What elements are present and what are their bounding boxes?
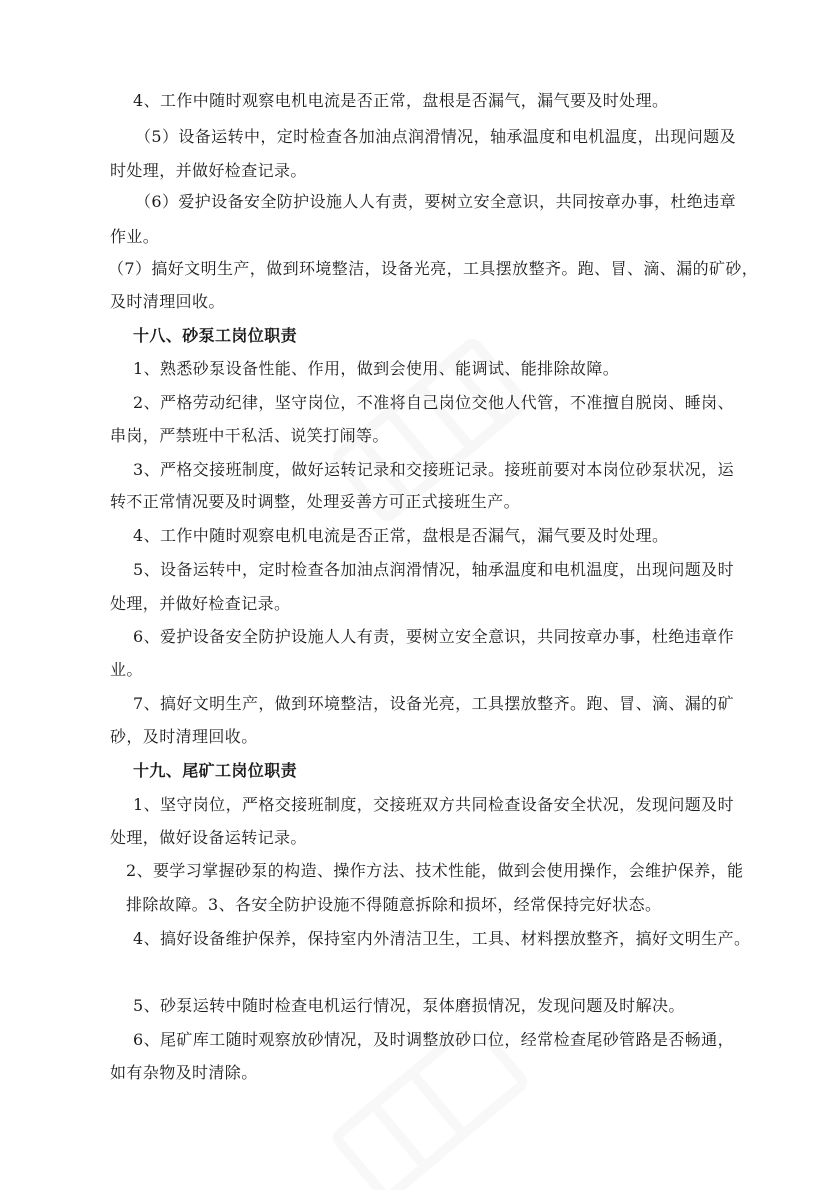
text-line-2: （5）设备运转中，定时检查各加油点润滑情况，轴承温度和电机温度，出现问题及 — [135, 127, 736, 146]
text-line-18: 业。 — [110, 660, 143, 679]
text-line-27: 5、砂泵运转中随时检查电机运行情况，泵体磨损情况，发现问题及时解决。 — [133, 996, 685, 1015]
text-line-10: 2、严格劳动纪律，坚守岗位，不准将自己岗位交他人代管，不准擅自脱岗、睡岗、 — [133, 393, 734, 412]
text-line-23: 处理，做好设备运转记录。 — [110, 828, 307, 847]
section-heading-19: 十九、尾矿工岗位职责 — [133, 761, 298, 780]
text-line-17: 6、爱护设备安全防护设施人人有责，要树立安全意识，共同按章办事，杜绝违章作 — [133, 627, 734, 646]
text-line-13: 转不正常情况要及时调整，处理妥善方可正式接班生产。 — [110, 492, 521, 511]
text-line-16: 处理，并做好检查记录。 — [110, 594, 291, 613]
text-line-19: 7、搞好文明生产，做到环境整洁，设备光亮，工具摆放整齐。跑、冒、滴、漏的矿 — [133, 694, 734, 713]
text-line-9: 1、熟悉砂泵设备性能、作用，做到会使用、能调试、能排除故障。 — [133, 359, 620, 378]
text-line-14: 4、工作中随时观察电机电流是否正常，盘根是否漏气，漏气要及时处理。 — [133, 526, 669, 545]
text-line-29: 如有杂物及时清除。 — [110, 1063, 258, 1082]
text-line-3: 时处理，并做好检查记录。 — [110, 161, 307, 180]
section-heading-18: 十八、砂泵工岗位职责 — [133, 326, 298, 345]
text-line-15: 5、设备运转中，定时检查各加油点润滑情况，轴承温度和电机温度，出现问题及时 — [133, 560, 734, 579]
text-line-22: 1、坚守岗位，严格交接班制度，交接班双方共同检查设备安全状况，发现问题及时 — [133, 795, 734, 814]
text-line-11: 串岗，严禁班中干私活、说笑打闹等。 — [110, 426, 389, 445]
text-line-25: 排除故障。3、各安全防护设施不得随意拆除和损坏，经常保持完好状态。 — [126, 895, 662, 914]
text-line-4: （6）爱护设备安全防护设施人人有责，要树立安全意识，共同按章办事，杜绝违章 — [135, 192, 736, 211]
watermark-graphic-bottom — [300, 1030, 560, 1190]
text-line-5: 作业。 — [110, 227, 160, 246]
text-line-6: （7）搞好文明生产，做到环境整洁，设备光亮，工具摆放整齐。跑、冒、滴、漏的矿砂， — [108, 259, 759, 278]
text-line-12: 3、严格交接班制度，做好运转记录和交接班记录。接班前要对本岗位砂泵状况，运 — [133, 460, 734, 479]
text-line-28: 6、尾矿库工随时观察放砂情况，及时调整放砂口位，经常检查尾砂管路是否畅通， — [133, 1030, 734, 1049]
text-line-1: 4、工作中随时观察电机电流是否正常，盘根是否漏气，漏气要及时处理。 — [133, 91, 669, 110]
text-line-7: 及时清理回收。 — [110, 292, 225, 311]
text-line-26: 4、搞好设备维护保养，保持室内外清洁卫生，工具、材料摆放整齐，搞好文明生产。 — [133, 929, 751, 948]
text-line-24: 2、要学习掌握砂泵的构造、操作方法、技术性能，做到会使用操作，会维护保养，能 — [126, 861, 744, 880]
text-line-20: 砂，及时清理回收。 — [110, 727, 258, 746]
